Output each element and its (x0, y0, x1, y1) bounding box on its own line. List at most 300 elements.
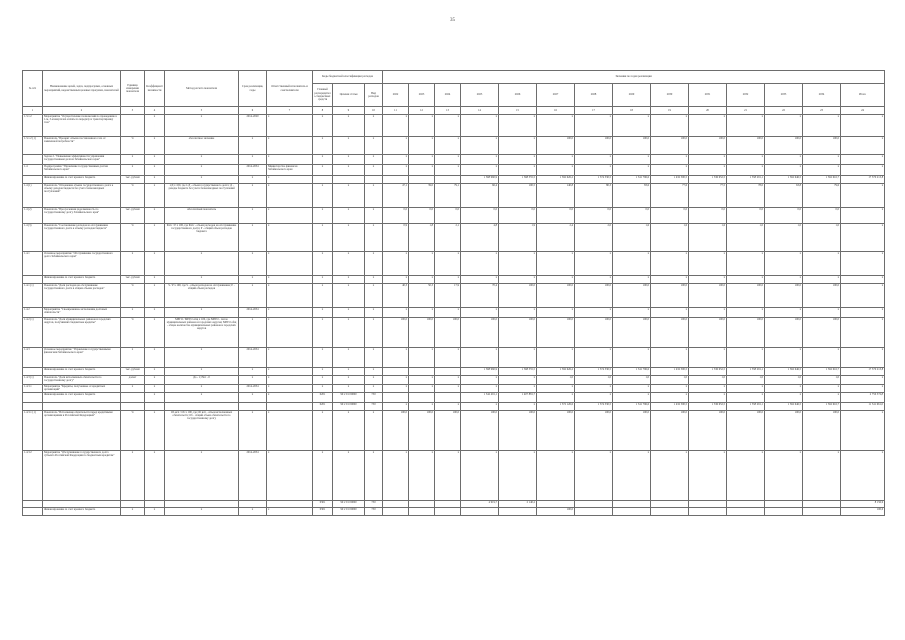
row-value: х (765, 114, 803, 136)
row-kbk: х (313, 347, 333, 367)
row-value: х (435, 307, 461, 317)
row-value: х (727, 450, 765, 500)
row-executor: х (267, 136, 313, 154)
row-value: 2,4 (537, 223, 575, 251)
row-value: 100,0 (613, 317, 651, 347)
row-value: 100,0 (803, 410, 841, 450)
row-period: х (239, 207, 267, 223)
row-value (727, 500, 765, 507)
row-value: 78,0 (727, 183, 765, 207)
header-method: Метод расчета показателя (165, 71, 239, 107)
row-coef: х (145, 207, 165, 223)
row-kbk: 730 (365, 402, 383, 410)
row-name: Финансирование за счет краевого бюджета (43, 367, 121, 375)
row-value: 66,4 (461, 183, 499, 207)
row-value: х (409, 307, 435, 317)
row-value: 100,0 (537, 507, 575, 515)
row-value: х (651, 347, 689, 367)
row-value: 77,6 (651, 183, 689, 207)
row-value: х (499, 164, 537, 175)
row-value: х (727, 251, 765, 275)
header-year: 2022 (383, 84, 409, 107)
row-num: 1.4.2 (23, 307, 43, 317)
row-kbk: х (333, 375, 365, 384)
row-kbk: х (313, 223, 333, 251)
row-method: х (165, 275, 239, 283)
table-body (23, 107, 885, 516)
row-value: х (435, 251, 461, 275)
row-value: 0,0 (575, 207, 613, 223)
row-coef: х (145, 164, 165, 175)
row-method: х (165, 507, 239, 515)
row-value (383, 367, 409, 375)
table-row (23, 307, 885, 317)
row-value: х (689, 114, 727, 136)
row-kbk (365, 175, 383, 183)
row-value: 1 562 616,7 (803, 175, 841, 183)
row-value: х (613, 154, 651, 164)
row-value: 100,0 (613, 410, 651, 450)
row-value: 1 392 626,2 (537, 367, 575, 375)
row-value: 1 368 960,9 (461, 175, 499, 183)
row-value: 1 372 126,6 (537, 402, 575, 410)
row-value: 0,0 (499, 207, 537, 223)
row-unit: х (121, 507, 145, 515)
row-value: х (765, 275, 803, 283)
row-name: Показатель "Отношение объема государственного долга к объему доходов бюджета без учета безвозмездных поступлений" (43, 183, 121, 207)
row-value: х (537, 347, 575, 367)
row-period: х (239, 367, 267, 375)
row-value: 1 362 646,5 (765, 402, 803, 410)
row-method: Об исп / Об х 100, где Об исп - объем исполненных обязательств; Об - общий объем обязательств по государственному долгу (165, 410, 239, 450)
row-unit: х (121, 384, 145, 392)
row-kbk: х (365, 223, 383, 251)
row-value: х (575, 392, 613, 402)
row-value: х (383, 275, 409, 283)
row-value: х (575, 307, 613, 317)
row-executor: х (267, 507, 313, 515)
row-value: х (575, 164, 613, 175)
row-value: х (803, 307, 841, 317)
row-kbk: 99 2 01 00000 (333, 402, 365, 410)
row-value (383, 500, 409, 507)
row-value: х (803, 154, 841, 164)
row-executor: х (267, 175, 313, 183)
row-value: х (613, 275, 651, 283)
table-row (23, 251, 885, 275)
row-value: 0,0 (613, 207, 651, 223)
row-value: 1 562 616,7 (803, 402, 841, 410)
row-value: 100,0 (765, 317, 803, 347)
column-index-cell: 12 (409, 107, 435, 115)
row-name: Показатель "Соотношение расходов на обслуживание государственного долга к объему расходов бюджета" (43, 223, 121, 251)
row-name: Показатель "Процент объема поставленного газа от заявленной потребности" (43, 136, 121, 154)
row-num: 1.4.3.1 (1) (23, 410, 43, 450)
row-value: х (383, 164, 409, 175)
row-kbk: х (365, 410, 383, 450)
row-value (409, 507, 435, 515)
header-year: 2025 (461, 84, 499, 107)
row-coef: х (145, 223, 165, 251)
row-value: х (613, 384, 651, 392)
row-num (23, 154, 43, 164)
row-value (537, 500, 575, 507)
row-coef: х (145, 317, 165, 347)
row-value: х (651, 164, 689, 175)
row-value: х (461, 275, 499, 283)
row-value: х (409, 251, 435, 275)
row-executor: х (267, 450, 313, 500)
row-kbk: х (365, 375, 383, 384)
row-value: х (461, 307, 499, 317)
row-kbk: х (333, 183, 365, 207)
row-value: х (461, 154, 499, 164)
row-kbk: х (333, 223, 365, 251)
row-coef: х (145, 507, 165, 515)
row-value: х (409, 347, 435, 367)
row-value: 1 374 330,5 (575, 175, 613, 183)
row-value (689, 507, 727, 515)
row-value: х (461, 114, 499, 136)
row-kbk: х (333, 367, 365, 375)
row-value (383, 175, 409, 183)
row-value: 100,0 (803, 317, 841, 347)
row-value: 100,0 (409, 317, 435, 347)
row-value: 100,0 (435, 317, 461, 347)
row-period (239, 500, 267, 507)
row-value: х (461, 164, 499, 175)
row-value: х (727, 164, 765, 175)
row-value: 100,0 (689, 136, 727, 154)
row-value: 0,0 (689, 207, 727, 223)
row-value (765, 507, 803, 515)
row-value: 100,0 (651, 317, 689, 347)
row-period: х (239, 183, 267, 207)
row-total: х (841, 410, 885, 450)
row-kbk: х (333, 114, 365, 136)
header-year: 2032 (727, 84, 765, 107)
row-period: х (239, 507, 267, 515)
row-kbk: х (313, 275, 333, 283)
row-value: х (499, 375, 537, 384)
row-value: х (383, 384, 409, 392)
row-name: Показатель "Просроченная задолженность по государственному долгу Забайкальского края" (43, 207, 121, 223)
row-value: 140,8 (537, 183, 575, 207)
row-value (461, 507, 499, 515)
row-value: х (461, 450, 499, 500)
row-value: 2,1 (435, 223, 461, 251)
row-value: х (689, 347, 727, 367)
column-index-cell: 10 (365, 107, 383, 115)
column-index-cell: 5 (165, 107, 239, 115)
row-value: х (613, 114, 651, 136)
row-value: х (765, 154, 803, 164)
row-value: х (765, 384, 803, 392)
row-name: Основное мероприятие "Обслуживание государственного долга Забайкальского края" (43, 251, 121, 275)
row-value: 1 368 355,5 (499, 367, 537, 375)
row-value: 1 341 796,6 (613, 175, 651, 183)
row-value: 1 374 330,5 (575, 367, 613, 375)
row-value: 100,0 (803, 136, 841, 154)
row-value: 1 341 796,6 (613, 402, 651, 410)
row-value: 1 407 881,7 (499, 392, 537, 402)
row-value: х (435, 114, 461, 136)
row-value: 1 392 626,2 (537, 175, 575, 183)
row-value: 79,6 (803, 183, 841, 207)
row-executor: х (267, 283, 313, 307)
row-kbk: 99 2 01 00000 (333, 500, 365, 507)
row-num: 1.4.2 (1) (23, 317, 43, 347)
row-value: х (727, 307, 765, 317)
row-total: 100,0 (841, 507, 885, 515)
row-value (651, 507, 689, 515)
row-kbk: 0201 (313, 392, 333, 402)
row-value: х (409, 164, 435, 175)
row-name: Финансирование за счет краевого бюджета (43, 175, 121, 183)
row-value: 77,5 (689, 183, 727, 207)
row-value: х (689, 450, 727, 500)
row-value: 100,0 (651, 136, 689, 154)
row-method: МРГО / МРГО общ х 100, где МРГО - число муниципальных районов и городских округов; МРГО общ - общее количество муниципальных районов и городских округов (165, 317, 239, 347)
table-row (23, 384, 885, 392)
header-year: 2030 (651, 84, 689, 107)
row-period: х (239, 283, 267, 307)
row-value: х (689, 384, 727, 392)
row-value: х (537, 251, 575, 275)
row-total: х (841, 207, 885, 223)
row-period: х (239, 275, 267, 283)
header-total: Итого (841, 84, 885, 107)
row-period: х (239, 175, 267, 183)
row-value: х (765, 392, 803, 402)
row-value: х (383, 251, 409, 275)
row-kbk: х (313, 251, 333, 275)
row-period: 2014-2034 (239, 450, 267, 500)
row-value: х (383, 136, 409, 154)
row-method: х (165, 384, 239, 392)
row-value: 1 432 500,5 (651, 402, 689, 410)
row-value: х (803, 114, 841, 136)
row-value: х (435, 154, 461, 164)
row-method (165, 402, 239, 410)
row-value (727, 507, 765, 515)
header-year: 2026 (499, 84, 537, 107)
row-value: х (499, 347, 537, 367)
row-value: х (613, 251, 651, 275)
row-num (23, 367, 43, 375)
row-value: х (383, 402, 409, 410)
row-kbk: х (333, 136, 365, 154)
header-budget-sub: Целевая статья (333, 84, 365, 107)
row-name: Задача 2. "Повышение эффективности управления государственным долгом Забайкальского края" (43, 154, 121, 164)
row-value: 1,6 (689, 223, 727, 251)
row-value: х (499, 402, 537, 410)
row-period: х (239, 136, 267, 154)
row-value: х (613, 164, 651, 175)
row-value: 0,0 (409, 207, 435, 223)
row-value: 100,0 (537, 410, 575, 450)
row-value: 1 368 960,9 (461, 367, 499, 375)
row-coef: х (145, 275, 165, 283)
table-header (23, 71, 885, 107)
row-name: Финансирование за счет краевого бюджета (43, 507, 121, 515)
table-row (23, 367, 885, 375)
row-kbk: х (333, 450, 365, 500)
row-value: х (499, 251, 537, 275)
row-value: х (727, 114, 765, 136)
row-name: Показатель "Доля исполненных обязательств по государственному долгу" (43, 375, 121, 384)
row-value: 1 336 652,5 (689, 175, 727, 183)
row-value: х (461, 375, 499, 384)
row-value: х (613, 450, 651, 500)
row-value: 1,9 (499, 223, 537, 251)
header-year: 2028 (575, 84, 613, 107)
row-kbk: х (313, 317, 333, 347)
row-value: 1,0 (727, 375, 765, 384)
row-value: 100,0 (537, 283, 575, 307)
row-kbk: х (365, 136, 383, 154)
row-total: х (841, 283, 885, 307)
row-value: 83,6 (613, 183, 651, 207)
row-unit: х (121, 154, 145, 164)
row-value: 1 341 796,6 (613, 367, 651, 375)
row-executor: х (267, 114, 313, 136)
row-name: Мероприятие "Обслуживание государственного долга субъекта Российской Федерации по бюджетным кредитам" (43, 450, 121, 500)
row-value: х (537, 154, 575, 164)
row-period: х (239, 392, 267, 402)
row-coef: х (145, 307, 165, 317)
row-value: 0,0 (537, 207, 575, 223)
table-row (23, 283, 885, 307)
row-num: 1.4.1 (23, 251, 43, 275)
row-value: 100,0 (689, 317, 727, 347)
row-value: 47,1 (383, 183, 409, 207)
row-value (409, 392, 435, 402)
row-value: 1,0 (765, 223, 803, 251)
row-kbk: х (333, 275, 365, 283)
row-value: 1,8 (409, 223, 435, 251)
row-value: х (435, 450, 461, 500)
row-coef: х (145, 114, 165, 136)
row-value: 1 362 646,5 (765, 367, 803, 375)
row-value: 1 368 355,5 (499, 175, 537, 183)
column-index-cell: 15 (499, 107, 537, 115)
row-method: Да - 1; Нет - 0 (165, 375, 239, 384)
row-total: х (841, 251, 885, 275)
row-kbk: х (365, 384, 383, 392)
row-value: х (651, 450, 689, 500)
row-value: 70,4 (461, 283, 499, 307)
row-kbk: х (313, 283, 333, 307)
row-unit: тыс. рублей (121, 175, 145, 183)
row-value: 100,5 (499, 183, 537, 207)
row-total: х (841, 136, 885, 154)
row-name: Мероприятие "Кредиты, полученные от кредитных организаций" (43, 384, 121, 392)
row-coef: х (145, 410, 165, 450)
row-executor: Министерство финансов Забайкальского края (267, 164, 313, 175)
row-value: 2,0 (575, 223, 613, 251)
row-value: х (689, 307, 727, 317)
table-row (23, 136, 885, 154)
row-coef: х (145, 384, 165, 392)
row-total: х (841, 114, 885, 136)
row-coef (145, 402, 165, 410)
table-row (23, 175, 885, 183)
row-value: х (461, 136, 499, 154)
row-num: 1.3.1.2 (23, 114, 43, 136)
row-name: Основное мероприятие "Управление государственными финансами Забайкальского края" (43, 347, 121, 367)
row-value: 0,0 (803, 207, 841, 223)
row-num: 1.4.3 (23, 347, 43, 367)
row-value: х (537, 384, 575, 392)
row-kbk: х (365, 164, 383, 175)
row-value: х (803, 392, 841, 402)
row-value: х (461, 384, 499, 392)
row-value: 100,0 (651, 283, 689, 307)
row-kbk: х (365, 207, 383, 223)
row-kbk: х (313, 307, 333, 317)
row-executor: х (267, 207, 313, 223)
row-value: х (651, 392, 689, 402)
header-year: 2031 (689, 84, 727, 107)
row-kbk: х (313, 410, 333, 450)
table-row (23, 275, 885, 283)
row-value (651, 500, 689, 507)
row-value: 100,0 (765, 283, 803, 307)
row-value: х (383, 154, 409, 164)
row-method: х (165, 367, 239, 375)
row-value: 0,9 (383, 223, 409, 251)
row-value: х (499, 275, 537, 283)
row-value: х (651, 384, 689, 392)
row-num: 1.4.3 (1) (23, 375, 43, 384)
row-value: 1,0 (803, 375, 841, 384)
page-number: 35 (450, 18, 455, 23)
row-value: х (499, 384, 537, 392)
row-value: 1,6 (651, 223, 689, 251)
row-executor: х (267, 183, 313, 207)
row-value: 1 342 491,1 (461, 392, 499, 402)
row-value: 79,1 (435, 183, 461, 207)
table-row (23, 154, 885, 164)
row-name: Показатель "Доля расходов на обслуживание государственного долга в общем объеме расходов" (43, 283, 121, 307)
row-method: Робс / Р х 100, где Робс - объем расходов на обслуживание государственного долга; Р - общий объем расходов бюджета (165, 223, 239, 251)
header-year: 2029 (613, 84, 651, 107)
row-method: х (165, 114, 239, 136)
row-kbk: х (365, 275, 383, 283)
row-value: х (409, 450, 435, 500)
header-year: 2034 (803, 84, 841, 107)
table-row (23, 347, 885, 367)
row-value: 100,0 (613, 136, 651, 154)
row-value: х (409, 275, 435, 283)
row-value: х (689, 251, 727, 275)
row-value: 4,8 (461, 223, 499, 251)
row-kbk: х (313, 207, 333, 223)
row-value: 100,0 (499, 317, 537, 347)
row-period: 2014-2020 (239, 114, 267, 136)
row-unit: тыс. рублей (121, 367, 145, 375)
row-method (165, 500, 239, 507)
row-kbk: 0301 (313, 507, 333, 515)
row-method: х (165, 175, 239, 183)
column-index-cell: 14 (461, 107, 499, 115)
row-value: х (727, 275, 765, 283)
row-value: х (383, 375, 409, 384)
row-unit (121, 114, 145, 136)
column-index-cell: 6 (239, 107, 267, 115)
row-unit: х (121, 164, 145, 175)
